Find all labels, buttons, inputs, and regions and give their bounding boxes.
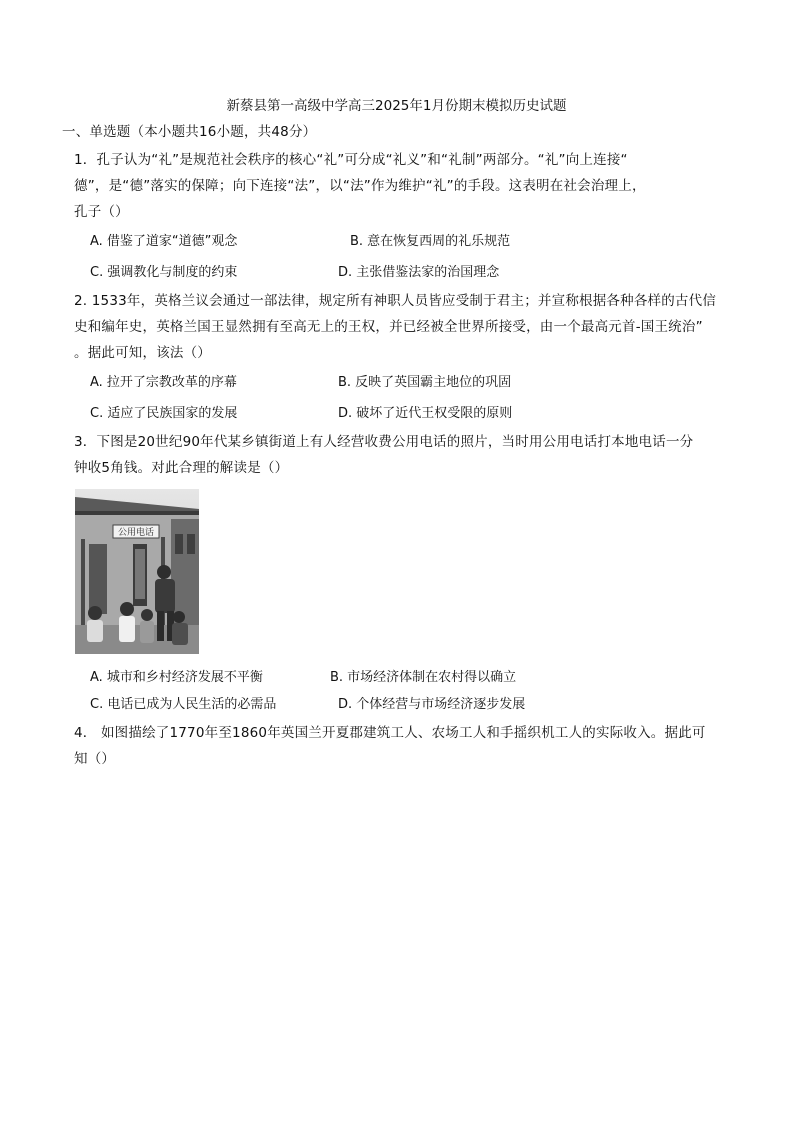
question-3-option-b[interactable]: B. 市场经济体制在农村得以确立 bbox=[330, 670, 517, 685]
public-phone-photo bbox=[75, 489, 199, 654]
question-2-option-b[interactable]: B. 反映了英国霸主地位的巩固 bbox=[338, 375, 512, 390]
question-2-option-c[interactable]: C. 适应了民族国家的发展 bbox=[90, 406, 238, 421]
question-3-stem-line-2: 钟收5角钱。对此合理的解读是（） bbox=[74, 460, 289, 476]
question-4-stem-line-2: 知（） bbox=[74, 751, 116, 767]
question-4-stem-line-1: 4． 如图描绘了1770年至1860年英国兰开夏郡建筑工人、农场工人和手摇织机工人的实际收入。据此可 bbox=[74, 725, 706, 741]
question-3-option-d[interactable]: D. 个体经营与市场经济逐步发展 bbox=[338, 697, 526, 712]
question-2-stem-line-1: 2. 1533年，英格兰议会通过一部法律，规定所有神职人员皆应受制于君主；并宣称根据各种各样的古代信 bbox=[74, 293, 717, 309]
question-1-option-a[interactable]: A. 借鉴了道家“道德”观念 bbox=[90, 234, 238, 249]
question-1-option-c[interactable]: C. 强调教化与制度的约束 bbox=[90, 265, 238, 280]
question-3-option-a[interactable]: A. 城市和乡村经济发展不平衡 bbox=[90, 670, 263, 685]
question-3-option-c[interactable]: C. 电话已成为人民生活的必需品 bbox=[90, 697, 277, 712]
question-2-stem-line-3: 。据此可知，该法（） bbox=[74, 345, 211, 361]
question-2-option-a[interactable]: A. 拉开了宗教改革的序幕 bbox=[90, 375, 237, 390]
section-heading: 一、单选题（本小题共16小题，共48分） bbox=[62, 124, 317, 140]
photo-sign-text: 公用电话 bbox=[117, 528, 155, 538]
question-3-stem-line-1: 3．下图是20世纪90年代某乡镇街道上有人经营收费公用电话的照片，当时用公用电话打本地电话一分 bbox=[74, 434, 694, 450]
question-2-stem-line-2: 史和编年史，英格兰国王显然拥有至高无上的王权，并已经被全世界所接受，由一个最高元首-国王统治” bbox=[74, 319, 703, 335]
question-1-option-d[interactable]: D. 主张借鉴法家的治国理念 bbox=[338, 265, 500, 280]
page-title: 新蔡县第一高级中学高三2025年1月份期末模拟历史试题 bbox=[226, 98, 567, 114]
question-1-stem-line-3: 孔子（） bbox=[74, 204, 129, 220]
question-1-stem-line-1: 1．孔子认为“礼”是规范社会秩序的核心“礼”可分成“礼义”和“礼制”两部分。“礼”向上连接“ bbox=[74, 152, 628, 168]
question-1-option-b[interactable]: B. 意在恢复西周的礼乐规范 bbox=[350, 234, 511, 249]
question-2-option-d[interactable]: D. 破坏了近代王权受限的原则 bbox=[338, 406, 513, 421]
question-1-stem-line-2: 德”，是“德”落实的保障；向下连接“法”，以“法”作为维护“礼”的手段。这表明在社会治理上， bbox=[74, 178, 646, 194]
